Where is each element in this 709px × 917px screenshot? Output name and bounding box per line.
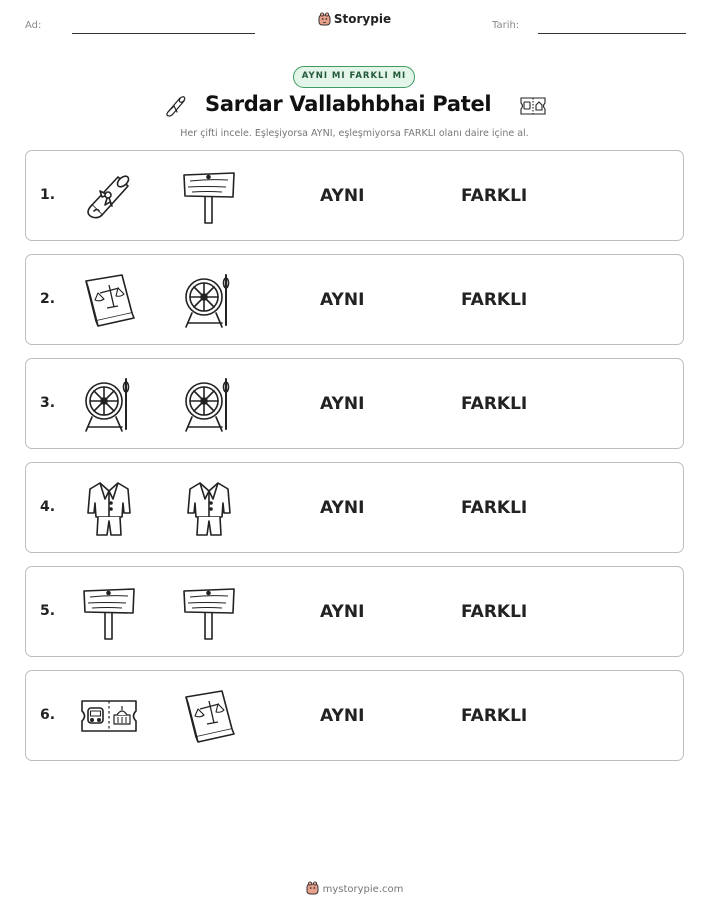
page-title: Sardar Vallabhbhai Patel <box>205 92 492 116</box>
different-option[interactable]: FARKLI <box>461 394 528 414</box>
pair-row <box>25 358 684 449</box>
pair-row <box>25 462 684 553</box>
suit-icon <box>78 477 140 539</box>
footer-url[interactable]: mystorypie.com <box>322 884 404 895</box>
row-number: 1. <box>40 187 56 203</box>
law-book-icon <box>78 269 140 331</box>
same-option[interactable]: AYNI <box>320 706 365 726</box>
footer <box>0 881 709 895</box>
signpost-icon <box>78 581 140 643</box>
storypie-logo-icon <box>318 12 331 26</box>
row-number: 2. <box>40 291 56 307</box>
scroll-icon <box>160 92 190 120</box>
different-option[interactable]: FARKLI <box>461 186 528 206</box>
row-number: 5. <box>40 603 56 619</box>
law-book-icon <box>178 685 240 747</box>
instruction-text: Her çifti incele. Eşleşiyorsa AYNI, eşleşmiyorsa FARKLI olanı daire içine al. <box>180 128 529 139</box>
activity-badge: AYNI MI FARKLI MI <box>293 66 415 88</box>
suit-icon <box>178 477 240 539</box>
brand <box>0 12 709 26</box>
scroll-icon <box>78 165 140 227</box>
signpost-icon <box>178 581 240 643</box>
storypie-footer-logo-icon <box>306 881 319 895</box>
ticket-icon <box>78 685 140 747</box>
date-line[interactable] <box>538 33 686 34</box>
spinning-wheel-icon <box>78 373 140 435</box>
pair-row <box>25 150 684 241</box>
signpost-icon <box>178 165 240 227</box>
pair-row <box>25 254 684 345</box>
pair-row <box>25 670 684 761</box>
different-option[interactable]: FARKLI <box>461 602 528 622</box>
same-option[interactable]: AYNI <box>320 394 365 414</box>
row-number: 6. <box>40 707 56 723</box>
spinning-wheel-icon <box>178 373 240 435</box>
same-option[interactable]: AYNI <box>320 290 365 310</box>
ticket-icon <box>519 95 547 117</box>
row-number: 3. <box>40 395 56 411</box>
different-option[interactable]: FARKLI <box>461 498 528 518</box>
different-option[interactable]: FARKLI <box>461 290 528 310</box>
spinning-wheel-icon <box>178 269 240 331</box>
same-option[interactable]: AYNI <box>320 498 365 518</box>
name-label: Ad: <box>25 20 42 31</box>
pair-row <box>25 566 684 657</box>
different-option[interactable]: FARKLI <box>461 706 528 726</box>
title-row <box>0 92 709 122</box>
date-label: Tarih: <box>492 20 520 31</box>
same-option[interactable]: AYNI <box>320 602 365 622</box>
row-number: 4. <box>40 499 56 515</box>
same-option[interactable]: AYNI <box>320 186 365 206</box>
brand-name: Storypie <box>333 12 392 26</box>
name-line[interactable] <box>72 33 255 34</box>
